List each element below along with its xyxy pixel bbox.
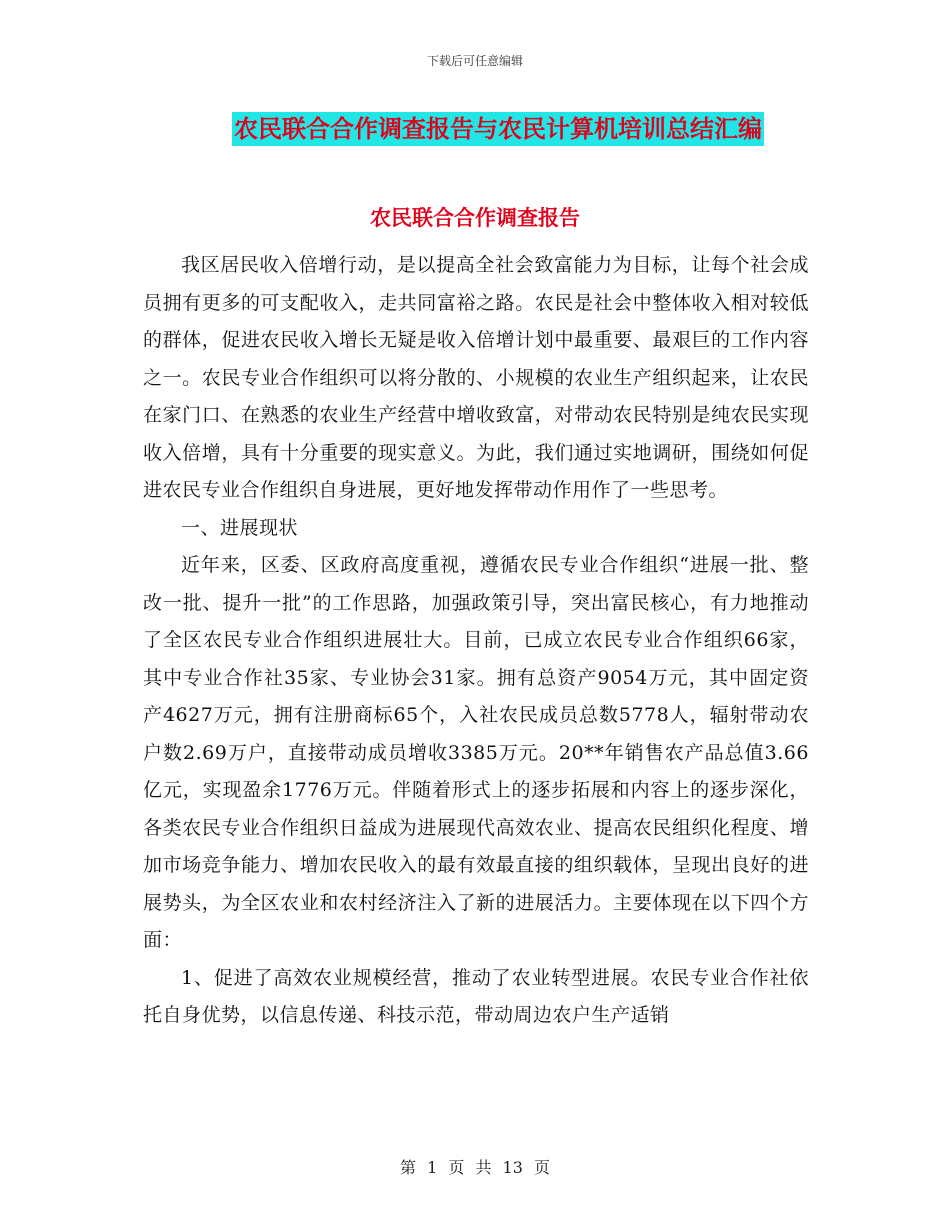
paragraph: 我区居民收入倍增行动，是以提高全社会致富能力为目标，让每个社会成员拥有更多的可支配收入，走共同富裕之路。农民是社会中整体收入相对较低的群体，促进农民收入增长无疑是收入倍增计划中最重要、最艰巨的工作内容之一。农民专业合作组织可以将分散的、小规模的农业生产组织起来，让农民在家门口、在熟悉的农业生产经营中增收致富，对带动农民特别是纯农民实现收入倍增，具有十分重要的现实意义。为此，我们通过实地调研，围绕如何促进农民专业合作组织自身进展，更好地发挥带动作用作了一些思考。 — [143, 254, 809, 501]
section-title: 农民联合合作调查报告 — [370, 205, 580, 230]
document-title-container — [0, 112, 950, 146]
page-number-footer: 第 1 页 共 13 页 — [400, 1158, 550, 1177]
paragraph: 1、促进了高效农业规模经营，推动了农业转型进展。农民专业合作社依托自身优势，以信息传递、科技示范，带动周边农户生产适销 — [143, 966, 809, 1026]
body-text — [143, 247, 809, 1035]
paragraph-heading: 一、进展现状 — [181, 516, 299, 539]
header-note: 下载后可任意编辑 — [426, 54, 523, 68]
document-title: 农民联合合作调查报告与农民计算机培训总结汇编 — [232, 112, 764, 146]
paragraph: 近年来，区委、区政府高度重视，遵循农民专业合作组织“进展一批、整改一批、提升一批”的工作思路，加强政策引导，突出富民核心，有力地推动了全区农民专业合作组织进展壮大。目前，已成立农民专业合作组织66家，其中专业合作社35家、专业协会31家。拥有总资产9054万元，其中固定资产4627万元，拥有注册商标65个，入社农民成员总数5778人，辐射带动农户数2.69万户，直接带动成员增收3385万元。20**年销售农产品总值3.66亿元，实现盈余1776万元。伴随着形式上的逐步拓展和内容上的逐步深化，各类农民专业合作组织日益成为进展现代高效农业、提高农民组织化程度、增加市场竞争能力、增加农民收入的最有效最直接的组织载体，呈现出良好的进展势头，为全区农业和农村经济注入了新的进展活力。主要体现在以下四个方面： — [143, 554, 809, 951]
